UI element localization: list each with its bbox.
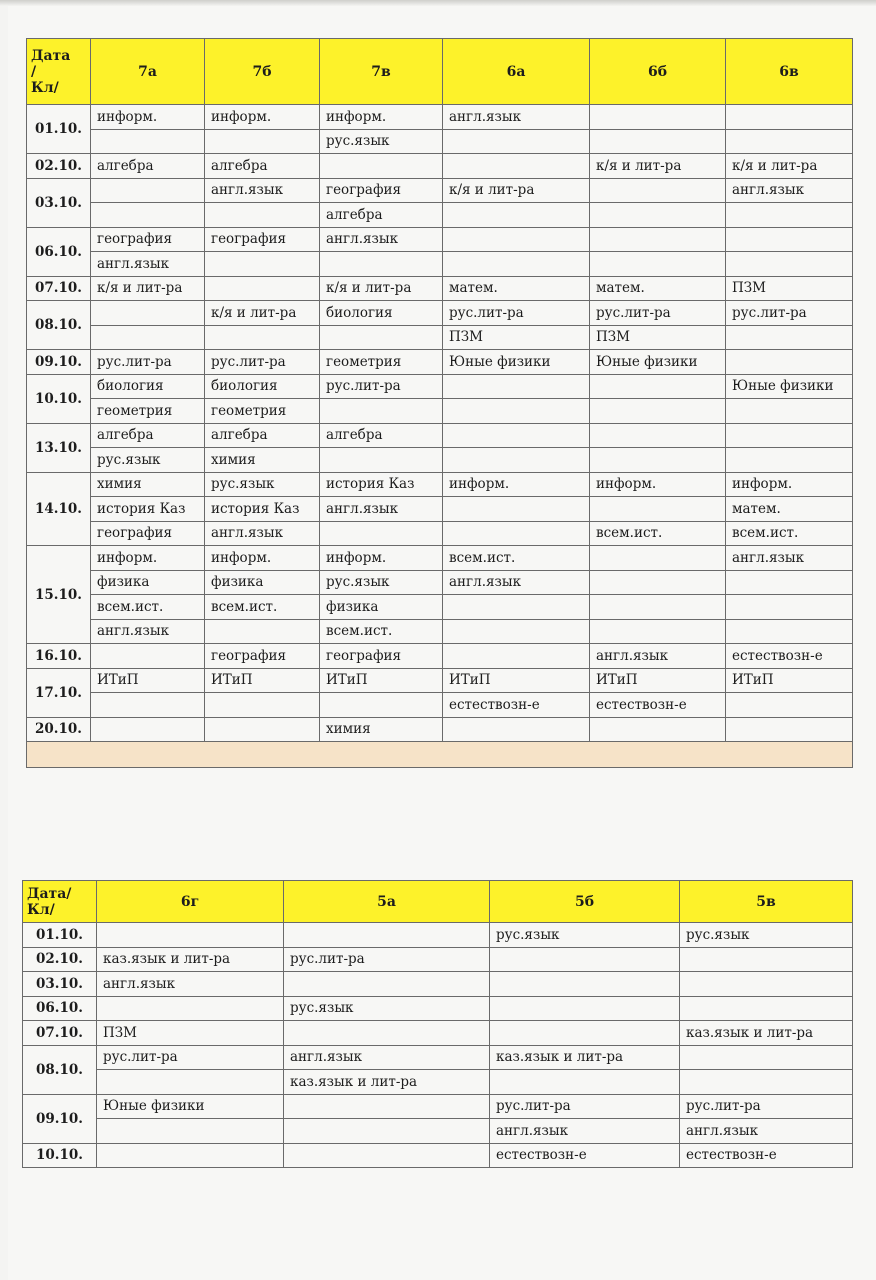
schedule-row [27,619,853,644]
subject-cell [590,203,726,228]
page-edge-shadow [0,0,876,6]
date-cell: 15.10. [27,546,91,644]
class-header: 6г [97,881,284,923]
subject-cell: естествозн-е [590,693,726,718]
subject-cell [284,1094,490,1119]
subject-cell: всем.ист. [320,619,443,644]
subject-cell: информ. [205,105,320,130]
subject-cell: к/я и лит-ра [91,276,205,301]
subject-cell: рус.язык [490,923,680,948]
schedule-row [27,644,853,669]
subject-cell [443,644,590,669]
schedule-row [23,1119,853,1144]
subject-cell [590,105,726,130]
subject-cell: англ.язык [320,497,443,522]
subject-cell: к/я и лит-ра [726,154,853,179]
subject-cell [590,619,726,644]
subject-cell [91,325,205,350]
schedule-row [27,154,853,179]
subject-cell: рус.язык [320,570,443,595]
date-cell: 08.10. [23,1045,97,1094]
subject-cell [680,996,853,1021]
date-cell: 13.10. [27,423,91,472]
subject-cell: история Каз [205,497,320,522]
schedule-row [23,923,853,948]
subject-cell [443,252,590,277]
date-cell: 03.10. [27,178,91,227]
schedule-row [27,497,853,522]
subject-cell: информ. [205,546,320,571]
subject-cell: рус.лит-ра [205,350,320,375]
schedule-row [27,717,853,742]
subject-cell: география [320,644,443,669]
date-cell: 02.10. [27,154,91,179]
subject-cell [443,448,590,473]
class-header: 6а [443,39,590,105]
subject-cell: рус.язык [680,923,853,948]
subject-cell [726,619,853,644]
date-cell: 20.10. [27,717,91,742]
date-cell: 08.10. [27,301,91,350]
subject-cell [680,972,853,997]
subject-cell: ИТиП [91,668,205,693]
subject-cell [726,595,853,620]
subject-cell: англ.язык [443,105,590,130]
subject-cell: рус.язык [320,129,443,154]
date-cell: 07.10. [23,1021,97,1046]
class-header: 7б [205,39,320,105]
subject-cell [205,619,320,644]
date-cell: 10.10. [27,374,91,423]
subject-cell: англ.язык [284,1045,490,1070]
subject-cell: англ.язык [443,570,590,595]
subject-cell [443,423,590,448]
class-header: 7в [320,39,443,105]
subject-cell: англ.язык [91,252,205,277]
subject-cell [726,693,853,718]
subject-cell: всем.ист. [91,595,205,620]
subject-cell [590,227,726,252]
schedule-row [27,252,853,277]
subject-cell: химия [91,472,205,497]
subject-cell: алгебра [91,154,205,179]
subject-cell [590,595,726,620]
subject-cell: всем.ист. [590,521,726,546]
date-cell: 06.10. [23,996,97,1021]
subject-cell [490,947,680,972]
schedule-row [27,521,853,546]
subject-cell [320,325,443,350]
subject-cell [91,301,205,326]
subject-cell: физика [91,570,205,595]
date-cell: 06.10. [27,227,91,276]
subject-cell [284,972,490,997]
schedule-row [23,1045,853,1070]
subject-cell [680,947,853,972]
subject-cell [443,521,590,546]
subject-cell: ИТиП [590,668,726,693]
subject-cell [443,497,590,522]
subject-cell: англ.язык [726,178,853,203]
subject-cell: англ.язык [680,1119,853,1144]
subject-cell: матем. [443,276,590,301]
subject-cell [205,252,320,277]
subject-cell [205,129,320,154]
schedule-row [27,227,853,252]
subject-cell: география [91,521,205,546]
subject-cell: Юные физики [97,1094,284,1119]
schedule-row [23,1070,853,1095]
class-header: 5в [680,881,853,923]
subject-cell: ПЗМ [590,325,726,350]
subject-cell [97,923,284,948]
subject-cell: всем.ист. [443,546,590,571]
subject-cell [91,203,205,228]
subject-cell: каз.язык и лит-ра [284,1070,490,1095]
subject-cell: естествозн-е [443,693,590,718]
subject-cell: рус.язык [284,996,490,1021]
subject-cell [590,570,726,595]
class-header: 6в [726,39,853,105]
subject-cell [443,129,590,154]
subject-cell: биология [91,374,205,399]
subject-cell [91,717,205,742]
subject-cell [284,1119,490,1144]
subject-cell [284,923,490,948]
schedule-row [27,178,853,203]
footer-bar-cell [27,742,853,768]
subject-cell: каз.язык и лит-ра [680,1021,853,1046]
subject-cell: информ. [590,472,726,497]
subject-cell: география [320,178,443,203]
subject-cell: география [205,227,320,252]
subject-cell: история Каз [91,497,205,522]
class-header: 5а [284,881,490,923]
subject-cell [443,203,590,228]
schedule-row [27,668,853,693]
subject-cell: рус.лит-ра [726,301,853,326]
subject-cell: ПЗМ [97,1021,284,1046]
subject-cell [726,350,853,375]
subject-cell [320,521,443,546]
schedule-row [23,1143,853,1168]
subject-cell: алгебра [205,154,320,179]
subject-cell: к/я и лит-ра [590,154,726,179]
date-cell: 01.10. [23,923,97,948]
subject-cell: информ. [320,105,443,130]
subject-cell [490,996,680,1021]
subject-cell: Юные физики [443,350,590,375]
subject-cell [590,374,726,399]
subject-cell: к/я и лит-ра [320,276,443,301]
subject-cell: ПЗМ [726,276,853,301]
subject-cell: алгебра [91,423,205,448]
schedule-row [27,276,853,301]
subject-cell: англ.язык [590,644,726,669]
subject-cell: рус.лит-ра [490,1094,680,1119]
date-cell: 07.10. [27,276,91,301]
subject-cell [443,595,590,620]
date-cell: 01.10. [27,105,91,154]
subject-cell [490,972,680,997]
subject-cell: рус.лит-ра [680,1094,853,1119]
subject-cell: матем. [726,497,853,522]
date-class-header: Дата/ Кл/ [23,881,97,923]
subject-cell [590,252,726,277]
subject-cell [97,1070,284,1095]
subject-cell: рус.лит-ра [590,301,726,326]
class-header: 7а [91,39,205,105]
subject-cell [726,325,853,350]
schedule-row [23,1094,853,1119]
subject-cell: геометрия [320,350,443,375]
subject-cell: информ. [320,546,443,571]
subject-cell: англ.язык [726,546,853,571]
subject-cell: англ.язык [320,227,443,252]
schedule-row [27,399,853,424]
date-class-header: Дата / Кл/ [27,39,91,105]
subject-cell: всем.ист. [205,595,320,620]
schedule-table-grades-6-5 [22,880,853,1168]
date-cell: 17.10. [27,668,91,717]
date-cell: 10.10. [23,1143,97,1168]
subject-cell: рус.лит-ра [443,301,590,326]
subject-cell: каз.язык и лит-ра [490,1045,680,1070]
subject-cell [97,1119,284,1144]
subject-cell [91,644,205,669]
subject-cell [726,252,853,277]
subject-cell [284,1143,490,1168]
subject-cell [91,129,205,154]
subject-cell [91,693,205,718]
subject-cell: алгебра [205,423,320,448]
subject-cell: химия [205,448,320,473]
subject-cell: ИТиП [443,668,590,693]
schedule-row [23,1021,853,1046]
schedule-body [23,923,853,1168]
subject-cell: к/я и лит-ра [205,301,320,326]
subject-cell [726,448,853,473]
date-cell: 09.10. [23,1094,97,1143]
schedule-row [27,595,853,620]
subject-cell [726,227,853,252]
subject-cell: ИТиП [320,668,443,693]
subject-cell: ИТиП [726,668,853,693]
subject-cell [320,693,443,718]
date-cell: 14.10. [27,472,91,546]
class-header: 5б [490,881,680,923]
date-cell: 09.10. [27,350,91,375]
subject-cell [320,252,443,277]
subject-cell: Юные физики [726,374,853,399]
subject-cell: ПЗМ [443,325,590,350]
subject-cell [590,546,726,571]
subject-cell [320,448,443,473]
class-header: 6б [590,39,726,105]
date-cell: 02.10. [23,947,97,972]
subject-cell [443,154,590,179]
subject-cell: к/я и лит-ра [443,178,590,203]
subject-cell: естествозн-е [680,1143,853,1168]
header-row [23,881,853,923]
subject-cell [443,399,590,424]
subject-cell [91,178,205,203]
subject-cell: химия [320,717,443,742]
subject-cell [443,374,590,399]
subject-cell [443,227,590,252]
subject-cell [320,399,443,424]
subject-cell [726,203,853,228]
subject-cell: информ. [91,546,205,571]
subject-cell: геометрия [205,399,320,424]
subject-cell: рус.лит-ра [97,1045,284,1070]
subject-cell: алгебра [320,203,443,228]
schedule-table-grades-7-6 [26,38,853,768]
subject-cell: англ.язык [91,619,205,644]
schedule-row [27,301,853,326]
subject-cell: естествозн-е [726,644,853,669]
subject-cell: англ.язык [97,972,284,997]
subject-cell: всем.ист. [726,521,853,546]
subject-cell: информ. [726,472,853,497]
subject-cell: рус.лит-ра [91,350,205,375]
subject-cell [205,693,320,718]
subject-cell [726,399,853,424]
subject-cell [590,423,726,448]
date-cell: 16.10. [27,644,91,669]
subject-cell [680,1070,853,1095]
subject-cell [726,105,853,130]
schedule-row [27,546,853,571]
subject-cell [726,570,853,595]
subject-cell: англ.язык [205,178,320,203]
schedule-row [27,350,853,375]
subject-cell [320,154,443,179]
schedule-row [27,203,853,228]
subject-cell: рус.лит-ра [320,374,443,399]
subject-cell: география [91,227,205,252]
subject-cell: матем. [590,276,726,301]
subject-cell: география [205,644,320,669]
header-row [27,39,853,105]
date-cell: 03.10. [23,972,97,997]
subject-cell: биология [205,374,320,399]
subject-cell [205,276,320,301]
subject-cell [590,399,726,424]
subject-cell: англ.язык [205,521,320,546]
subject-cell: естествозн-е [490,1143,680,1168]
subject-cell [590,178,726,203]
subject-cell [205,717,320,742]
subject-cell [443,717,590,742]
subject-cell [97,996,284,1021]
subject-cell: информ. [443,472,590,497]
subject-cell: физика [320,595,443,620]
subject-cell: рус.язык [91,448,205,473]
schedule-row [27,105,853,130]
schedule-row [27,423,853,448]
schedule-row [27,570,853,595]
subject-cell [97,1143,284,1168]
schedule-row [27,129,853,154]
subject-cell: каз.язык и лит-ра [97,947,284,972]
subject-cell: физика [205,570,320,595]
subject-cell: рус.язык [205,472,320,497]
subject-cell: алгебра [320,423,443,448]
subject-cell [284,1021,490,1046]
schedule-row [23,972,853,997]
subject-cell [590,497,726,522]
schedule-body [27,105,853,742]
subject-cell: геометрия [91,399,205,424]
subject-cell [680,1045,853,1070]
subject-cell [205,203,320,228]
subject-cell [726,129,853,154]
schedule-row [27,325,853,350]
subject-cell: история Каз [320,472,443,497]
subject-cell: рус.лит-ра [284,947,490,972]
subject-cell [590,717,726,742]
subject-cell: биология [320,301,443,326]
schedule-row [27,693,853,718]
subject-cell [443,619,590,644]
subject-cell [726,423,853,448]
schedule-row [23,996,853,1021]
footer-bar [27,742,853,768]
subject-cell: информ. [91,105,205,130]
subject-cell: ИТиП [205,668,320,693]
subject-cell [590,448,726,473]
subject-cell [205,325,320,350]
schedule-row [27,374,853,399]
subject-cell [590,129,726,154]
subject-cell [490,1021,680,1046]
subject-cell [726,717,853,742]
schedule-row [27,448,853,473]
subject-cell [490,1070,680,1095]
schedule-row [27,472,853,497]
schedule-row [23,947,853,972]
subject-cell: Юные физики [590,350,726,375]
subject-cell: англ.язык [490,1119,680,1144]
